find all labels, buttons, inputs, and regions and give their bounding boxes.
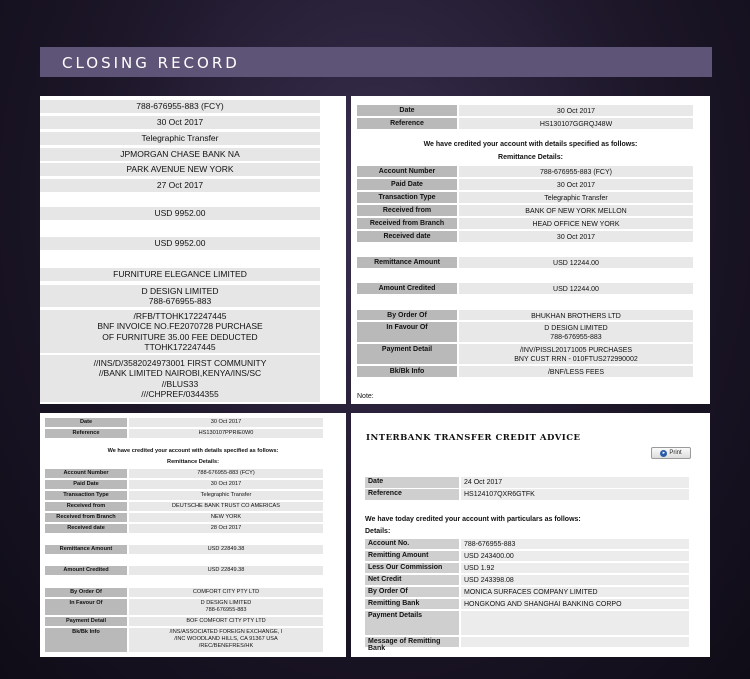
field-cell: 788-676955-883 (FCY): [40, 100, 320, 113]
detail-row: [357, 205, 693, 216]
field-label: Received from Branch: [45, 513, 127, 522]
detail-row: [357, 218, 693, 229]
field-cell: PARK AVENUE NEW YORK: [40, 163, 320, 176]
record-doc-1: [40, 96, 346, 404]
field-label: Account Number: [357, 166, 457, 177]
field-value: 788-676955-883 (FCY): [129, 469, 323, 478]
field-label: By Order Of: [357, 310, 457, 320]
field-cell: 30 Oct 2017: [40, 116, 320, 129]
field-label: Date: [365, 477, 459, 488]
field-label: Date: [45, 418, 127, 427]
field-label: Transaction Type: [357, 192, 457, 203]
field-label: Remitting Bank: [365, 599, 459, 609]
detail-row: [357, 283, 693, 294]
field-value: BHUKHAN BROTHERS LTD: [459, 310, 693, 320]
field-label: Date: [357, 105, 457, 116]
field-label: Bk/Bk Info: [357, 366, 457, 377]
field-label: Account Number: [45, 469, 127, 478]
field-label: Payment Details: [365, 611, 459, 635]
field-value: [461, 611, 689, 635]
field-value: DEUTSCHE BANK TRUST CO AMERICAS: [129, 502, 323, 511]
field-value: 28 Oct 2017: [129, 524, 323, 533]
field-cell: /RFB/TTOHK172247445 BNF INVOICE NO.FE2070728 PURCHASE OF FURNITURE 35.00 FEE DEDUCTED TTOHK172247445: [40, 310, 320, 353]
credit-message: We have credited your account with details specified as follows:: [423, 141, 638, 148]
detail-row: [357, 231, 693, 242]
field-label: Remittance Amount: [45, 545, 127, 554]
detail-row: [365, 599, 689, 609]
detail-row: [45, 513, 323, 522]
field-label: Amount Credited: [357, 283, 457, 294]
field-cell: JPMORGAN CHASE BANK NA: [40, 148, 320, 161]
detail-row: [357, 179, 693, 190]
header-row: [365, 477, 689, 488]
detail-row: [45, 524, 323, 533]
detail-row: [365, 551, 689, 561]
detail-row: [357, 192, 693, 203]
field-label: By Order Of: [45, 588, 127, 597]
field-value: HS130107PPRIE0W0: [129, 429, 323, 438]
details-heading: Details:: [365, 528, 391, 535]
field-label: Bk/Bk Info: [45, 628, 127, 652]
header-row: [45, 418, 323, 427]
print-button[interactable]: [651, 447, 691, 459]
detail-row: [45, 502, 323, 511]
detail-row: [357, 366, 693, 377]
closing-record-header: [40, 47, 712, 77]
field-value: USD 12244.00: [459, 283, 693, 294]
field-value: USD 243400.00: [461, 551, 689, 561]
field-value: HS124107QXR6GTFK: [461, 489, 689, 500]
field-cell: FURNITURE ELEGANCE LIMITED: [40, 268, 320, 281]
detail-row: [365, 575, 689, 585]
field-label: Reference: [357, 118, 457, 129]
field-label: In Favour Of: [45, 599, 127, 615]
credit-message: We have today credited your account with particulars as follows:: [365, 516, 581, 523]
field-value: HEAD OFFICE NEW YORK: [459, 218, 693, 229]
field-cell: Telegraphic Transfer: [40, 132, 320, 145]
field-value: HONGKONG AND SHANGHAI BANKING CORPO: [461, 599, 689, 609]
field-value: USD 22849.38: [129, 545, 323, 554]
field-value: 30 Oct 2017: [459, 231, 693, 242]
field-label: Remittance Amount: [357, 257, 457, 268]
field-label: Less Our Commission: [365, 563, 459, 573]
detail-row: [357, 257, 693, 268]
field-label: Account No.: [365, 539, 459, 549]
field-label: Paid Date: [357, 179, 457, 190]
field-value: 788-676955-883: [461, 539, 689, 549]
detail-row: [45, 469, 323, 478]
field-value: Telegraphic Transfer: [129, 491, 323, 500]
detail-row: [45, 545, 323, 554]
header-row: [357, 105, 693, 116]
field-label: Reference: [45, 429, 127, 438]
credit-message: We have credited your account with details specified as follows:: [107, 448, 279, 454]
field-label: Paid Date: [45, 480, 127, 489]
field-label: By Order Of: [365, 587, 459, 597]
detail-row: [357, 166, 693, 177]
field-value: D DESIGN LIMITED 788-676955-883: [129, 599, 323, 615]
field-value: 30 Oct 2017: [129, 480, 323, 489]
field-cell: //INS/D/3582024973001 FIRST COMMUNITY //BANK LIMITED NAIROBI,KENYA/INS/SC //BLUS33 ///CHPREF/0344355: [40, 355, 320, 402]
detail-row: [365, 539, 689, 549]
header-row: [365, 489, 689, 500]
detail-row: [365, 563, 689, 573]
field-label: Remitting Amount: [365, 551, 459, 561]
detail-row: [357, 322, 693, 342]
field-label: Received from: [45, 502, 127, 511]
field-cell: USD 9952.00: [40, 207, 320, 220]
field-label: Received date: [45, 524, 127, 533]
detail-row: [45, 588, 323, 597]
remittance-details-heading: Remittance Details:: [498, 154, 563, 161]
field-label: Net Credit: [365, 575, 459, 585]
field-label: Received date: [357, 231, 457, 242]
detail-row: [45, 566, 323, 575]
record-doc-4: [351, 413, 710, 657]
field-value: [461, 637, 689, 647]
detail-row: [45, 599, 323, 615]
field-label: Received from Branch: [357, 218, 457, 229]
detail-row: [45, 617, 323, 626]
field-label: Received from: [357, 205, 457, 216]
field-value: 30 Oct 2017: [459, 105, 693, 116]
detail-row: [357, 344, 693, 364]
field-label: Transaction Type: [45, 491, 127, 500]
detail-row: [45, 628, 323, 652]
field-cell: 27 Oct 2017: [40, 179, 320, 192]
field-cell: D DESIGN LIMITED 788-676955-883: [40, 285, 320, 307]
record-doc-3: [40, 413, 346, 657]
field-value: BANK OF NEW YORK MELLON: [459, 205, 693, 216]
field-value: HS130107GGRQJ48W: [459, 118, 693, 129]
field-value: /INS/ASSOCIATED FOREIGN EXCHANGE, I /INC WOODLAND HILLS, CA 91367 USA /REC/BENEFRES/HK: [129, 628, 323, 652]
advice-title: INTERBANK TRANSFER CREDIT ADVICE: [366, 433, 581, 443]
field-value: BOF COMFORT CITY PTY LTD: [129, 617, 323, 626]
field-label: Amount Credited: [45, 566, 127, 575]
field-value: MONICA SURFACES COMPANY LIMITED: [461, 587, 689, 597]
detail-row: [45, 480, 323, 489]
field-label: Payment Detail: [45, 617, 127, 626]
note-label: Note:: [357, 393, 374, 400]
remittance-details-heading: Remittance Details:: [167, 459, 219, 465]
field-value: /INV/PISSL20171005 PURCHASES BNY CUST RRN - 010FTUS272990002: [459, 344, 693, 364]
detail-row: [357, 310, 693, 320]
field-value: 24 Oct 2017: [461, 477, 689, 488]
field-label: Reference: [365, 489, 459, 500]
detail-row: [365, 587, 689, 597]
field-value: 30 Oct 2017: [129, 418, 323, 427]
field-label: Payment Detail: [357, 344, 457, 364]
field-value: 788-676955-883 (FCY): [459, 166, 693, 177]
print-icon: ▸: [660, 450, 667, 457]
field-cell: USD 9952.00: [40, 237, 320, 250]
detail-row: [45, 491, 323, 500]
header-title: CLOSING RECORD: [62, 54, 240, 72]
field-value: USD 12244.00: [459, 257, 693, 268]
field-value: NEW YORK: [129, 513, 323, 522]
field-value: USD 1.92: [461, 563, 689, 573]
field-value: USD 243398.08: [461, 575, 689, 585]
field-label: In Favour Of: [357, 322, 457, 342]
header-row: [45, 429, 323, 438]
print-label: Print: [669, 450, 682, 456]
field-value: COMFORT CITY PTY LTD: [129, 588, 323, 597]
field-value: USD 22849.38: [129, 566, 323, 575]
header-row: [357, 118, 693, 129]
record-doc-2: [351, 96, 710, 404]
field-value: D DESIGN LIMITED 788-676955-883: [459, 322, 693, 342]
field-value: 30 Oct 2017: [459, 179, 693, 190]
field-label: Message of Remitting Bank: [365, 637, 459, 647]
field-value: Telegraphic Transfer: [459, 192, 693, 203]
detail-row: [365, 637, 689, 652]
field-value: /BNF/LESS FEES: [459, 366, 693, 377]
detail-row: [365, 611, 689, 635]
